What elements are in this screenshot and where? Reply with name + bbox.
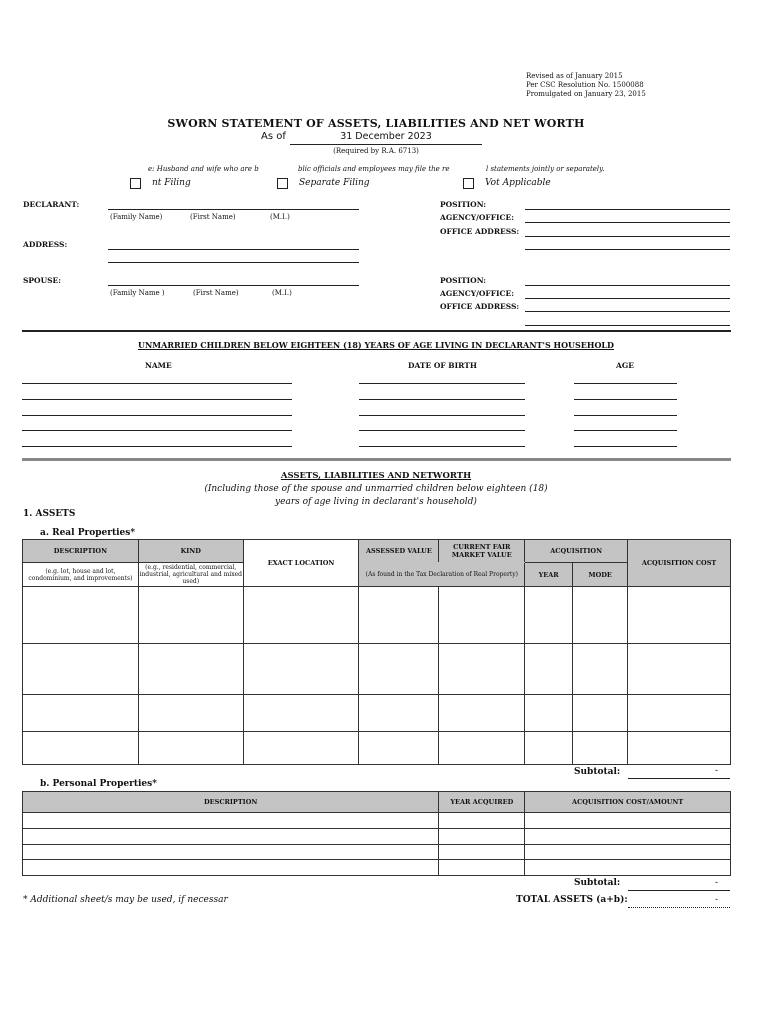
- spouse-name-field[interactable]: [108, 285, 359, 286]
- additional-sheet-note: * Additional sheet/s may be used, if necessar: [23, 895, 228, 905]
- table-cell[interactable]: [439, 860, 525, 876]
- children-section-title: UNMARRIED CHILDREN BELOW EIGHTEEN (18) YEARS OF AGE LIVING IN DECLARANT'S HOUSEHOLD: [138, 340, 614, 350]
- revision-line-1: Revised as of January 2015: [526, 72, 623, 80]
- real-kind-header: KIND: [138, 540, 243, 563]
- declarant-position-field[interactable]: [525, 209, 730, 210]
- subtotal-b-value: -: [714, 878, 718, 888]
- table-cell[interactable]: [525, 587, 573, 644]
- section-divider-thick: [22, 458, 731, 461]
- child-age-field[interactable]: [574, 430, 677, 431]
- table-cell[interactable]: [23, 845, 439, 860]
- address-field-line-2[interactable]: [108, 262, 359, 263]
- spouse-position-field[interactable]: [525, 285, 730, 286]
- table-cell[interactable]: [23, 644, 139, 695]
- table-cell[interactable]: [359, 587, 439, 644]
- child-dob-field[interactable]: [359, 430, 525, 431]
- table-row: [23, 644, 731, 695]
- subtotal-a-underline: [628, 778, 730, 779]
- spouse-office-address-label: OFFICE ADDRESS:: [440, 302, 520, 311]
- real-tax-note: (As found in the Tax Declaration of Real Property): [359, 563, 525, 587]
- table-cell[interactable]: [439, 732, 525, 765]
- table-cell[interactable]: [243, 695, 359, 732]
- child-age-field[interactable]: [574, 383, 677, 384]
- section-divider: [22, 330, 731, 332]
- declarant-label: DECLARANT:: [23, 200, 80, 209]
- assets-heading: 1. ASSETS: [23, 509, 76, 519]
- not-applicable-checkbox[interactable]: [463, 178, 474, 189]
- table-cell[interactable]: [439, 829, 525, 845]
- spouse-position-label: POSITION:: [440, 276, 487, 285]
- table-cell[interactable]: [23, 860, 439, 876]
- table-cell[interactable]: [525, 845, 731, 860]
- table-cell[interactable]: [439, 695, 525, 732]
- real-acquisition-header: ACQUISITION: [525, 540, 628, 563]
- child-name-field[interactable]: [22, 446, 292, 447]
- filing-note-part-2: blic officials and employees may file the re: [298, 165, 450, 173]
- declarant-agency-label: AGENCY/OFFICE:: [440, 213, 515, 222]
- declarant-position-label: POSITION:: [440, 200, 487, 209]
- table-cell[interactable]: [573, 644, 628, 695]
- child-age-field[interactable]: [574, 415, 677, 416]
- child-dob-field[interactable]: [359, 399, 525, 400]
- address-label: ADDRESS:: [23, 240, 68, 249]
- declarant-mi-label: (M.I.): [270, 213, 290, 221]
- table-cell[interactable]: [628, 587, 731, 644]
- table-cell[interactable]: [138, 695, 243, 732]
- child-age-field[interactable]: [574, 399, 677, 400]
- children-dob-header: DATE OF BIRTH: [408, 361, 477, 370]
- real-location-header: EXACT LOCATION: [243, 540, 359, 587]
- table-cell[interactable]: [359, 732, 439, 765]
- table-cell[interactable]: [359, 644, 439, 695]
- page-title: SWORN STATEMENT OF ASSETS, LIABILITIES AND NET WORTH: [167, 117, 585, 130]
- subtotal-a-label: Subtotal:: [574, 767, 621, 777]
- table-cell[interactable]: [573, 695, 628, 732]
- table-row: [23, 813, 731, 829]
- table-row: [23, 732, 731, 765]
- spouse-agency-label: AGENCY/OFFICE:: [440, 289, 515, 298]
- table-row: [23, 860, 731, 876]
- not-applicable-label: Vot Applicable: [485, 178, 551, 188]
- table-cell[interactable]: [23, 732, 139, 765]
- declarant-office-address-label: OFFICE ADDRESS:: [440, 227, 520, 236]
- personal-properties-heading: b. Personal Properties*: [40, 779, 157, 789]
- spouse-family-name-label: (Family Name ): [110, 289, 165, 297]
- child-name-field[interactable]: [22, 399, 292, 400]
- declarant-family-name-label: (Family Name): [110, 213, 163, 221]
- declarant-office-address-field-2[interactable]: [525, 249, 730, 250]
- child-name-field[interactable]: [22, 415, 292, 416]
- table-cell[interactable]: [138, 644, 243, 695]
- table-cell[interactable]: [23, 829, 439, 845]
- spouse-office-address-field-2[interactable]: [525, 325, 730, 326]
- table-cell[interactable]: [573, 587, 628, 644]
- table-cell[interactable]: [359, 695, 439, 732]
- real-year-header: YEAR: [525, 563, 573, 587]
- children-age-header: AGE: [616, 361, 634, 370]
- table-row: [23, 845, 731, 860]
- separate-filing-checkbox[interactable]: [277, 178, 288, 189]
- table-cell[interactable]: [525, 644, 573, 695]
- total-assets-label: TOTAL ASSETS (a+b):: [516, 895, 628, 905]
- personal-cost-header: ACQUISITION COST/AMOUNT: [525, 792, 731, 813]
- assets-subtitle-1: (Including those of the spouse and unmarried children below eighteen (18): [204, 484, 548, 494]
- spouse-agency-field[interactable]: [525, 298, 730, 299]
- table-cell[interactable]: [525, 860, 731, 876]
- table-cell[interactable]: [573, 732, 628, 765]
- children-name-header: NAME: [145, 361, 172, 370]
- filing-note-part-1: e: Husband and wife who are b: [148, 165, 259, 173]
- real-description-note: (e.g. lot, house and lot, condominium, and improvements): [23, 563, 139, 587]
- table-row: [23, 587, 731, 644]
- personal-year-header: YEAR ACQUIRED: [439, 792, 525, 813]
- table-cell[interactable]: [628, 732, 731, 765]
- child-dob-field[interactable]: [359, 415, 525, 416]
- personal-properties-table: [22, 791, 731, 876]
- real-properties-table: [22, 539, 731, 765]
- table-cell[interactable]: [138, 732, 243, 765]
- table-row: [23, 829, 731, 845]
- revision-line-3: Promulgated on January 23, 2015: [526, 90, 646, 98]
- table-row: [23, 695, 731, 732]
- total-assets-underline: [628, 907, 730, 908]
- child-age-field[interactable]: [574, 446, 677, 447]
- spouse-label: SPOUSE:: [23, 276, 62, 285]
- real-assessed-header: ASSESSED VALUE: [359, 540, 439, 563]
- subtotal-a-value: -: [714, 766, 718, 776]
- spouse-mi-label: (M.I.): [272, 289, 292, 297]
- child-name-field[interactable]: [22, 383, 292, 384]
- real-kind-note: (e.g., residential, commercial, industrial, agricultural and mixed used): [139, 564, 243, 585]
- joint-filing-checkbox[interactable]: [130, 178, 141, 189]
- table-cell[interactable]: [525, 695, 573, 732]
- child-dob-field[interactable]: [359, 446, 525, 447]
- table-cell[interactable]: [243, 732, 359, 765]
- declarant-name-field[interactable]: [108, 209, 359, 210]
- real-market-header: CURRENT FAIR MARKET VALUE: [439, 540, 525, 563]
- table-cell[interactable]: [23, 813, 439, 829]
- revision-line-2: Per CSC Resolution No. 1500088: [526, 81, 644, 89]
- table-cell[interactable]: [243, 644, 359, 695]
- assets-section-title: ASSETS, LIABILITIES AND NETWORTH: [280, 471, 472, 481]
- filing-note-part-3: l statements jointly or separately.: [486, 165, 605, 173]
- child-dob-field[interactable]: [359, 383, 525, 384]
- subtotal-b-underline: [628, 890, 730, 891]
- table-cell[interactable]: [525, 829, 731, 845]
- declarant-first-name-label: (First Name): [190, 213, 236, 221]
- table-cell[interactable]: [23, 587, 139, 644]
- table-cell[interactable]: [138, 587, 243, 644]
- real-description-header: DESCRIPTION: [23, 540, 139, 563]
- revision-note: [526, 72, 646, 99]
- table-cell[interactable]: [525, 813, 731, 829]
- table-cell[interactable]: [439, 587, 525, 644]
- total-assets-value: -: [714, 895, 718, 905]
- real-properties-heading: a. Real Properties*: [40, 528, 136, 538]
- child-name-field[interactable]: [22, 430, 292, 431]
- declarant-agency-field[interactable]: [525, 222, 730, 223]
- joint-filing-label: nt Filing: [152, 178, 191, 188]
- table-cell[interactable]: [628, 695, 731, 732]
- as-of-label: As of: [261, 131, 286, 142]
- subtotal-b-label: Subtotal:: [574, 878, 621, 888]
- assets-subtitle-2: years of age living in declarant's household): [275, 497, 477, 507]
- real-mode-header: MODE: [573, 563, 628, 587]
- table-cell[interactable]: [439, 813, 525, 829]
- table-cell[interactable]: [243, 587, 359, 644]
- table-cell[interactable]: [628, 644, 731, 695]
- table-cell[interactable]: [525, 732, 573, 765]
- spouse-office-address-field-1[interactable]: [525, 311, 730, 312]
- required-note: (Required by R.A. 6713): [333, 147, 419, 155]
- as-of-date-field[interactable]: 31 December 2023: [340, 131, 432, 142]
- address-field-line-1[interactable]: [108, 249, 359, 250]
- as-of-underline: [290, 144, 482, 145]
- personal-description-header: DESCRIPTION: [23, 792, 439, 813]
- spouse-first-name-label: (First Name): [193, 289, 239, 297]
- table-cell[interactable]: [439, 644, 525, 695]
- declarant-office-address-field-1[interactable]: [525, 236, 730, 237]
- real-cost-header: ACQUISITION COST: [628, 540, 731, 587]
- separate-filing-label: Separate Filing: [299, 178, 370, 188]
- table-cell[interactable]: [439, 845, 525, 860]
- table-cell[interactable]: [23, 695, 139, 732]
